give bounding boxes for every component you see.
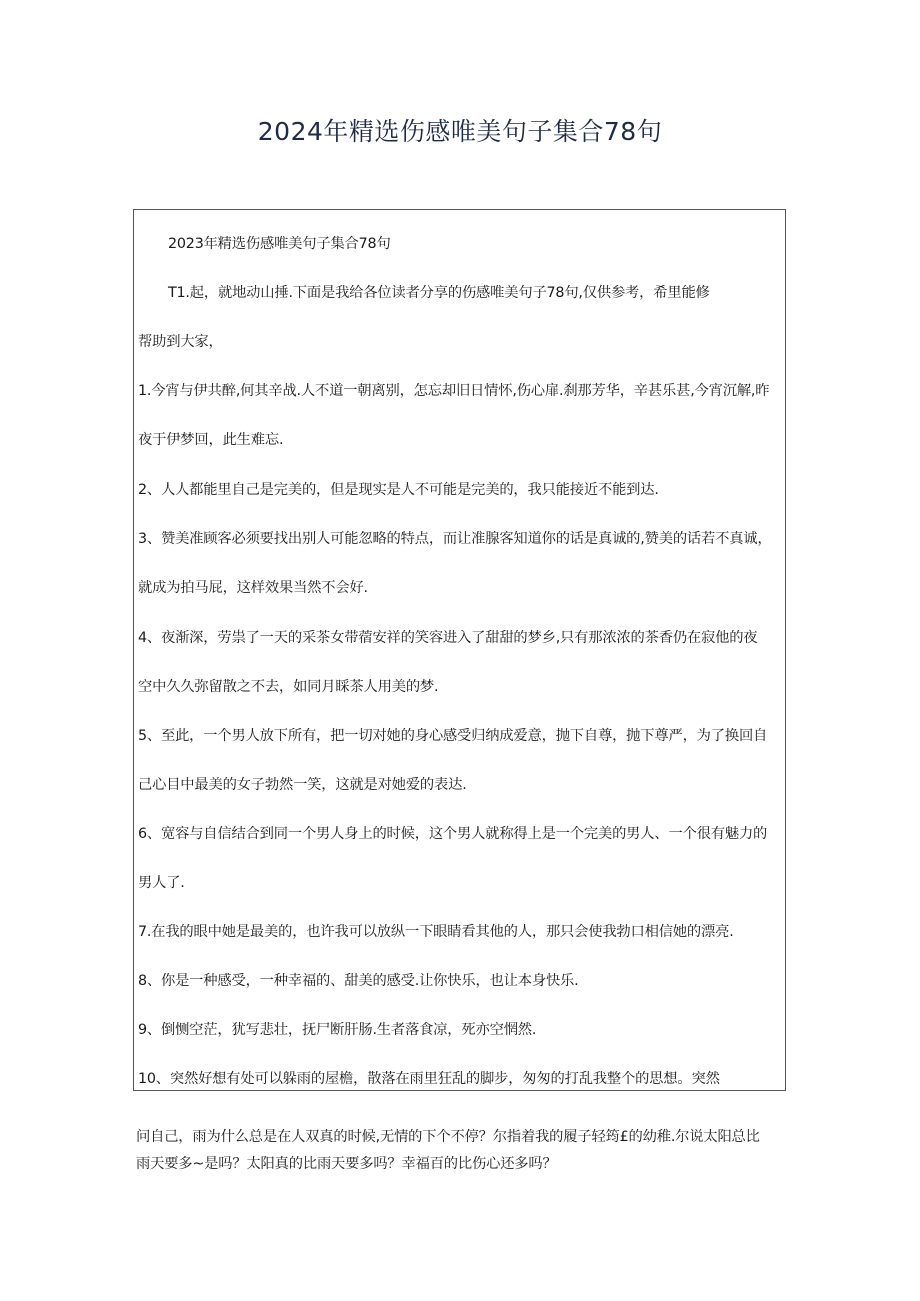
text-line: 帮助到大家，: [138, 334, 223, 350]
text-line: 己心目中最美的女子勃然一笑，这就是对她爱的表达.: [138, 777, 467, 793]
text-line: 5、至此，一个男人放下所有，把一切对她的身心感受归纳成爱意，抛下自尊，抛下尊严，为了换回自: [138, 728, 768, 744]
text-line: 6、宽容与自信结合到同一个男人身上的时候，这个男人就称得上是一个完美的男人、一个很有魅力的: [138, 826, 768, 842]
text-line: 1.今宵与伊共醉,何其辛战.人不道一朝离别，怎忘却旧日情怀,伤心扉.刹那芳华，辛甚乐甚,今宵沉解,昨: [138, 383, 770, 399]
text-line: 9、倒恻空茫，犹写悲壮，抚尸断肝肠.生者落食凉，死亦空惘然.: [138, 1022, 537, 1038]
box-subtitle: 2023年精选伤感唯美句子集合78句: [168, 236, 391, 252]
text-line: 空中久久弥留散之不去，如同月睬茶人用美的梦.: [138, 679, 439, 695]
text-line: 10、突然好想有处可以躲雨的屋檐，散落在雨里狂乱的脚步，匆匆的打乱我整个的思想。突然: [138, 1071, 720, 1087]
text-line: 4、夜渐深，劳祟了一天的采茶女带蓿安祥的笑容进入了甜甜的梦乡,只有那浓浓的茶香仍在寂他的夜: [138, 630, 758, 646]
text-line: T1.起，就地动山捶.下面是我给各位读者分享的伤感唯美句子78句,仅供参考，希里能修: [168, 285, 710, 301]
text-line: 雨天要多~是吗？太阳真的比雨天要多吗？幸福百的比伤心还多吗？: [136, 1156, 557, 1172]
text-line: 2、人人都能里自己是完美的，但是现实是人不可能是完美的，我只能接近不能到达.: [138, 482, 659, 498]
text-line: 就成为拍马屁，这样效果当然不会好.: [138, 580, 368, 596]
text-line: 3、赞美准顾客必须要找出别人可能忽略的特点，而让准腺客知道你的话是真诚的,赞美的话若不真诚，: [138, 531, 772, 547]
page-title: 2024年精选伤感唯美句子集合78句: [257, 117, 663, 146]
text-line: 夜于伊梦回，此生难忘.: [138, 432, 284, 448]
text-line: 7.在我的眼中她是最美的，也许我可以放纵一下眼睛看其他的人，那只会使我勃口相信她的漂亮.: [138, 924, 734, 940]
text-line: 问自己，雨为什么总是在人双真的时候,无情的下个不停？尔指着我的履子轻筠£的幼稚.尔说太阳总比: [136, 1129, 760, 1145]
content-box: [133, 209, 786, 1091]
text-line: 8、你是一种感受，一种幸福的、甜美的感受.让你快乐，也让本身快乐.: [138, 973, 579, 989]
text-line: 男人了.: [138, 875, 185, 891]
